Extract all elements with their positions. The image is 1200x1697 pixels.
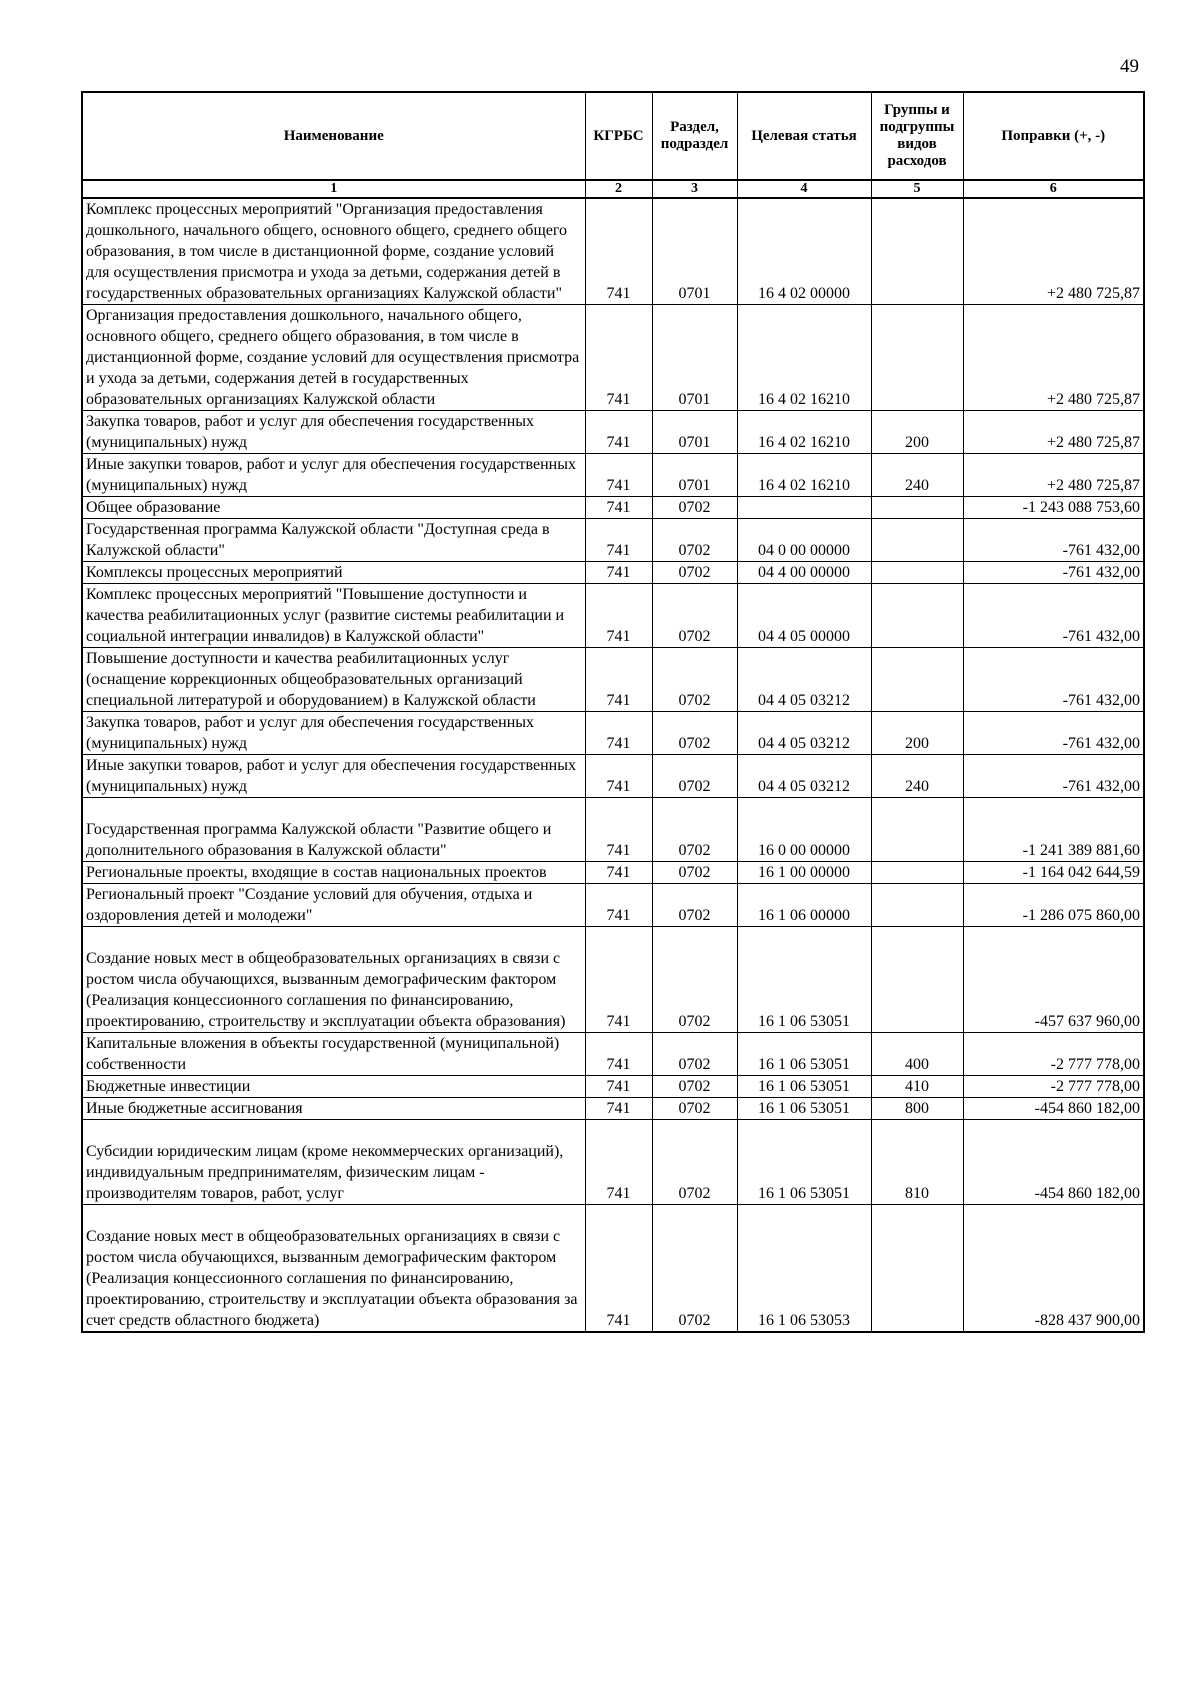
row-target-cell: 16 4 02 16210 (737, 454, 871, 497)
row-name-cell: Субсидии юридическим лицам (кроме некоммерческих организаций), индивидуальным предпринимателям, физическим лицам - производителям товаров, работ, услуг (82, 1120, 585, 1205)
row-amount-cell: -761 432,00 (963, 712, 1144, 755)
row-name-cell: Государственная программа Калужской области "Доступная среда в Калужской области" (82, 519, 585, 562)
row-amount-cell: -2 777 778,00 (963, 1076, 1144, 1098)
header-name: Наименование (82, 92, 585, 180)
table-row (82, 712, 1144, 755)
table-row (82, 519, 1144, 562)
row-group-cell (871, 584, 963, 648)
row-target-cell: 16 4 02 00000 (737, 198, 871, 305)
row-kgrbs-cell: 741 (585, 519, 652, 562)
table-row (82, 648, 1144, 712)
row-name-cell: Закупка товаров, работ и услуг для обеспечения государственных (муниципальных) нужд (82, 712, 585, 755)
row-kgrbs-cell: 741 (585, 927, 652, 1033)
row-target-cell: 16 1 06 00000 (737, 884, 871, 927)
row-amount-cell: +2 480 725,87 (963, 305, 1144, 411)
row-group-cell (871, 562, 963, 584)
row-section-cell: 0702 (652, 584, 737, 648)
row-target-cell: 04 4 05 00000 (737, 584, 871, 648)
table-row (82, 454, 1144, 497)
row-group-cell: 410 (871, 1076, 963, 1098)
row-amount-cell: -454 860 182,00 (963, 1120, 1144, 1205)
row-section-cell: 0701 (652, 454, 737, 497)
row-section-cell: 0702 (652, 497, 737, 519)
table-row (82, 1120, 1144, 1205)
row-name-cell: Региональные проекты, входящие в состав национальных проектов (82, 862, 585, 884)
row-group-cell: 240 (871, 755, 963, 798)
row-name-cell: Закупка товаров, работ и услуг для обеспечения государственных (муниципальных) нужд (82, 411, 585, 454)
row-name-cell: Комплексы процессных мероприятий (82, 562, 585, 584)
table-row (82, 755, 1144, 798)
row-kgrbs-cell: 741 (585, 1205, 652, 1333)
row-kgrbs-cell: 741 (585, 584, 652, 648)
column-number: 2 (585, 180, 652, 198)
row-name-cell: Комплекс процессных мероприятий "Повышение доступности и качества реабилитационных услуг (развитие системы реабилитации и социальной интеграции инвалидов) в Калужской области" (82, 584, 585, 648)
row-target-cell: 16 1 06 53051 (737, 1120, 871, 1205)
row-kgrbs-cell: 741 (585, 1076, 652, 1098)
row-section-cell: 0702 (652, 1033, 737, 1076)
column-number: 5 (871, 180, 963, 198)
row-name-cell: Иные бюджетные ассигнования (82, 1098, 585, 1120)
row-name-cell: Государственная программа Калужской области "Развитие общего и дополнительного образования в Калужской области" (82, 798, 585, 862)
column-number: 1 (82, 180, 585, 198)
row-amount-cell: -761 432,00 (963, 755, 1144, 798)
row-group-cell (871, 519, 963, 562)
row-amount-cell: +2 480 725,87 (963, 198, 1144, 305)
table-header-row (82, 92, 1144, 180)
row-group-cell: 810 (871, 1120, 963, 1205)
row-section-cell: 0702 (652, 648, 737, 712)
column-number: 6 (963, 180, 1144, 198)
row-target-cell: 16 4 02 16210 (737, 305, 871, 411)
row-kgrbs-cell: 741 (585, 648, 652, 712)
row-section-cell: 0701 (652, 198, 737, 305)
row-kgrbs-cell: 741 (585, 755, 652, 798)
row-section-cell: 0701 (652, 411, 737, 454)
row-kgrbs-cell: 741 (585, 1120, 652, 1205)
row-group-cell (871, 884, 963, 927)
row-group-cell (871, 305, 963, 411)
row-amount-cell: -828 437 900,00 (963, 1205, 1144, 1333)
row-kgrbs-cell: 741 (585, 1033, 652, 1076)
row-section-cell: 0702 (652, 1120, 737, 1205)
row-name-cell: Общее образование (82, 497, 585, 519)
table-row (82, 798, 1144, 862)
row-group-cell: 200 (871, 712, 963, 755)
table-row (82, 497, 1144, 519)
row-group-cell: 400 (871, 1033, 963, 1076)
row-group-cell (871, 927, 963, 1033)
row-group-cell (871, 862, 963, 884)
row-section-cell: 0702 (652, 712, 737, 755)
table-row (82, 198, 1144, 305)
row-amount-cell: +2 480 725,87 (963, 454, 1144, 497)
column-number-row (82, 180, 1144, 198)
row-target-cell: 04 4 05 03212 (737, 648, 871, 712)
row-group-cell (871, 648, 963, 712)
table-row (82, 562, 1144, 584)
row-name-cell: Капитальные вложения в объекты государственной (муниципальной) собственности (82, 1033, 585, 1076)
row-group-cell: 200 (871, 411, 963, 454)
row-target-cell: 16 1 06 53051 (737, 1033, 871, 1076)
row-section-cell: 0701 (652, 305, 737, 411)
row-section-cell: 0702 (652, 519, 737, 562)
row-name-cell: Комплекс процессных мероприятий "Организация предоставления дошкольного, начального общего, основного общего, среднего общего образования, в том числе в дистанционной форме, создание условий для осуществления присмотра и ухода за детьми, содержания детей в государственных образовательных организациях Калужской области" (82, 198, 585, 305)
row-name-cell: Иные закупки товаров, работ и услуг для обеспечения государственных (муниципальных) нужд (82, 454, 585, 497)
row-kgrbs-cell: 741 (585, 798, 652, 862)
row-name-cell: Иные закупки товаров, работ и услуг для обеспечения государственных (муниципальных) нужд (82, 755, 585, 798)
header-amendments: Поправки (+, -) (963, 92, 1144, 180)
row-group-cell (871, 497, 963, 519)
row-section-cell: 0702 (652, 562, 737, 584)
row-amount-cell: -761 432,00 (963, 648, 1144, 712)
row-name-cell: Бюджетные инвестиции (82, 1076, 585, 1098)
table-row (82, 305, 1144, 411)
table-row (82, 862, 1144, 884)
table-row (82, 584, 1144, 648)
row-kgrbs-cell: 741 (585, 454, 652, 497)
row-kgrbs-cell: 741 (585, 497, 652, 519)
row-target-cell: 16 1 06 53051 (737, 1076, 871, 1098)
row-group-cell: 240 (871, 454, 963, 497)
row-target-cell: 16 1 00 00000 (737, 862, 871, 884)
row-group-cell (871, 1205, 963, 1333)
row-amount-cell: -1 164 042 644,59 (963, 862, 1144, 884)
table-row (82, 1205, 1144, 1333)
row-amount-cell: -1 241 389 881,60 (963, 798, 1144, 862)
row-amount-cell: -2 777 778,00 (963, 1033, 1144, 1076)
row-name-cell: Создание новых мест в общеобразовательных организациях в связи с ростом числа обучающихся, вызванным демографическим фактором (Реализация концессионного соглашения по финансированию, проектированию, строительству и эксплуатации объекта образования) (82, 927, 585, 1033)
table-row (82, 1033, 1144, 1076)
row-target-cell: 16 1 06 53051 (737, 927, 871, 1033)
row-amount-cell: -454 860 182,00 (963, 1098, 1144, 1120)
row-amount-cell: -761 432,00 (963, 519, 1144, 562)
table-row (82, 1076, 1144, 1098)
row-target-cell: 16 1 06 53051 (737, 1098, 871, 1120)
header-section: Раздел, подраздел (652, 92, 737, 180)
page-number: 49 (1120, 56, 1139, 77)
row-kgrbs-cell: 741 (585, 1098, 652, 1120)
row-target-cell (737, 497, 871, 519)
table-row (82, 411, 1144, 454)
row-group-cell: 800 (871, 1098, 963, 1120)
row-amount-cell: +2 480 725,87 (963, 411, 1144, 454)
row-target-cell: 04 4 05 03212 (737, 712, 871, 755)
row-section-cell: 0702 (652, 927, 737, 1033)
row-target-cell: 04 4 05 03212 (737, 755, 871, 798)
header-target: Целевая статья (737, 92, 871, 180)
row-kgrbs-cell: 741 (585, 411, 652, 454)
row-section-cell: 0702 (652, 1076, 737, 1098)
row-kgrbs-cell: 741 (585, 562, 652, 584)
column-number: 4 (737, 180, 871, 198)
row-target-cell: 16 0 00 00000 (737, 798, 871, 862)
table-row (82, 1098, 1144, 1120)
row-name-cell: Организация предоставления дошкольного, начального общего, основного общего, среднего общего образования, в том числе в дистанционной форме, создание условий для осуществления присмотра и ухода за детьми, содержания детей в государственных образовательных организациях Калужской области (82, 305, 585, 411)
row-section-cell: 0702 (652, 1205, 737, 1333)
header-kgrbs: КГРБС (585, 92, 652, 180)
row-target-cell: 04 0 00 00000 (737, 519, 871, 562)
row-kgrbs-cell: 741 (585, 884, 652, 927)
row-name-cell: Повышение доступности и качества реабилитационных услуг (оснащение коррекционных общеобразовательных организаций специальной литературой и оборудованием) в Калужской области (82, 648, 585, 712)
row-section-cell: 0702 (652, 1098, 737, 1120)
row-section-cell: 0702 (652, 884, 737, 927)
row-kgrbs-cell: 741 (585, 305, 652, 411)
row-target-cell: 04 4 00 00000 (737, 562, 871, 584)
row-amount-cell: -1 243 088 753,60 (963, 497, 1144, 519)
row-section-cell: 0702 (652, 798, 737, 862)
row-target-cell: 16 4 02 16210 (737, 411, 871, 454)
budget-amendments-table (81, 91, 1145, 1333)
row-name-cell: Создание новых мест в общеобразовательных организациях в связи с ростом числа обучающихся, вызванным демографическим фактором (Реализация концессионного соглашения по финансированию, проектированию, строительству и эксплуатации объекта образования за счет средств областного бюджета) (82, 1205, 585, 1333)
table-row (82, 884, 1144, 927)
row-kgrbs-cell: 741 (585, 712, 652, 755)
row-amount-cell: -761 432,00 (963, 562, 1144, 584)
row-group-cell (871, 798, 963, 862)
row-group-cell (871, 198, 963, 305)
column-number: 3 (652, 180, 737, 198)
row-section-cell: 0702 (652, 862, 737, 884)
row-name-cell: Региональный проект "Создание условий для обучения, отдыха и оздоровления детей и молодежи" (82, 884, 585, 927)
row-amount-cell: -1 286 075 860,00 (963, 884, 1144, 927)
row-amount-cell: -457 637 960,00 (963, 927, 1144, 1033)
row-kgrbs-cell: 741 (585, 198, 652, 305)
table-row (82, 927, 1144, 1033)
row-section-cell: 0702 (652, 755, 737, 798)
row-amount-cell: -761 432,00 (963, 584, 1144, 648)
row-target-cell: 16 1 06 53053 (737, 1205, 871, 1333)
header-groups: Группы и подгруппы видов расходов (871, 92, 963, 180)
row-kgrbs-cell: 741 (585, 862, 652, 884)
